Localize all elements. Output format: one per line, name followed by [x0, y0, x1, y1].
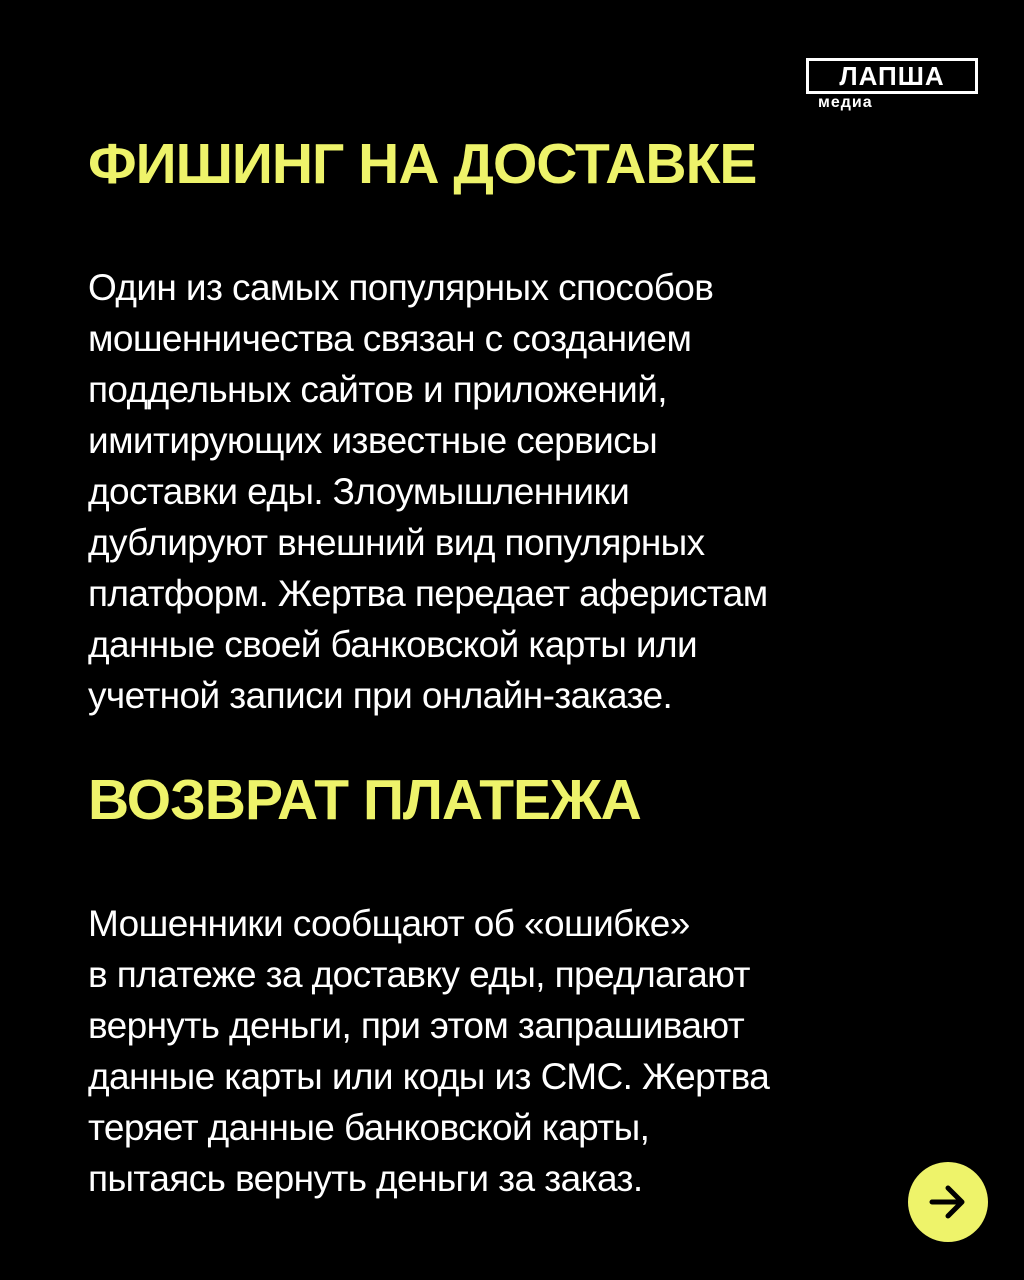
- section-text-phishing: [88, 262, 968, 721]
- text-line: теряет данные банковской карты,: [88, 1107, 650, 1148]
- text-line: пытаясь вернуть деньги за заказ.: [88, 1158, 643, 1199]
- section-text-refund: [88, 898, 968, 1204]
- section-heading-phishing: ФИШИНГ НА ДОСТАВКЕ: [88, 132, 757, 196]
- text-line: дублируют внешний вид популярных: [88, 522, 705, 563]
- section-heading-refund: ВОЗВРАТ ПЛАТЕЖА: [88, 768, 641, 832]
- logo-subtitle: медиа: [818, 94, 873, 111]
- text-line: Мошенники сообщают об «ошибке»: [88, 903, 690, 944]
- text-line: в платеже за доставку еды, предлагают: [88, 954, 750, 995]
- text-line: поддельных сайтов и приложений,: [88, 369, 667, 410]
- next-slide-button[interactable]: [908, 1162, 988, 1242]
- logo-name: ЛАПША: [806, 58, 978, 94]
- text-line: мошенничества связан с созданием: [88, 318, 692, 359]
- arrow-right-icon: [924, 1178, 972, 1226]
- text-line: данные своей банковской карты или: [88, 624, 698, 665]
- text-line: учетной записи при онлайн-заказе.: [88, 675, 673, 716]
- text-line: доставки еды. Злоумышленники: [88, 471, 630, 512]
- text-line: Один из самых популярных способов: [88, 267, 714, 308]
- brand-logo: [806, 58, 978, 112]
- text-line: данные карты или коды из СМС. Жертва: [88, 1056, 770, 1097]
- text-line: вернуть деньги, при этом запрашивают: [88, 1005, 745, 1046]
- text-line: платформ. Жертва передает аферистам: [88, 573, 768, 614]
- text-line: имитирующих известные сервисы: [88, 420, 658, 461]
